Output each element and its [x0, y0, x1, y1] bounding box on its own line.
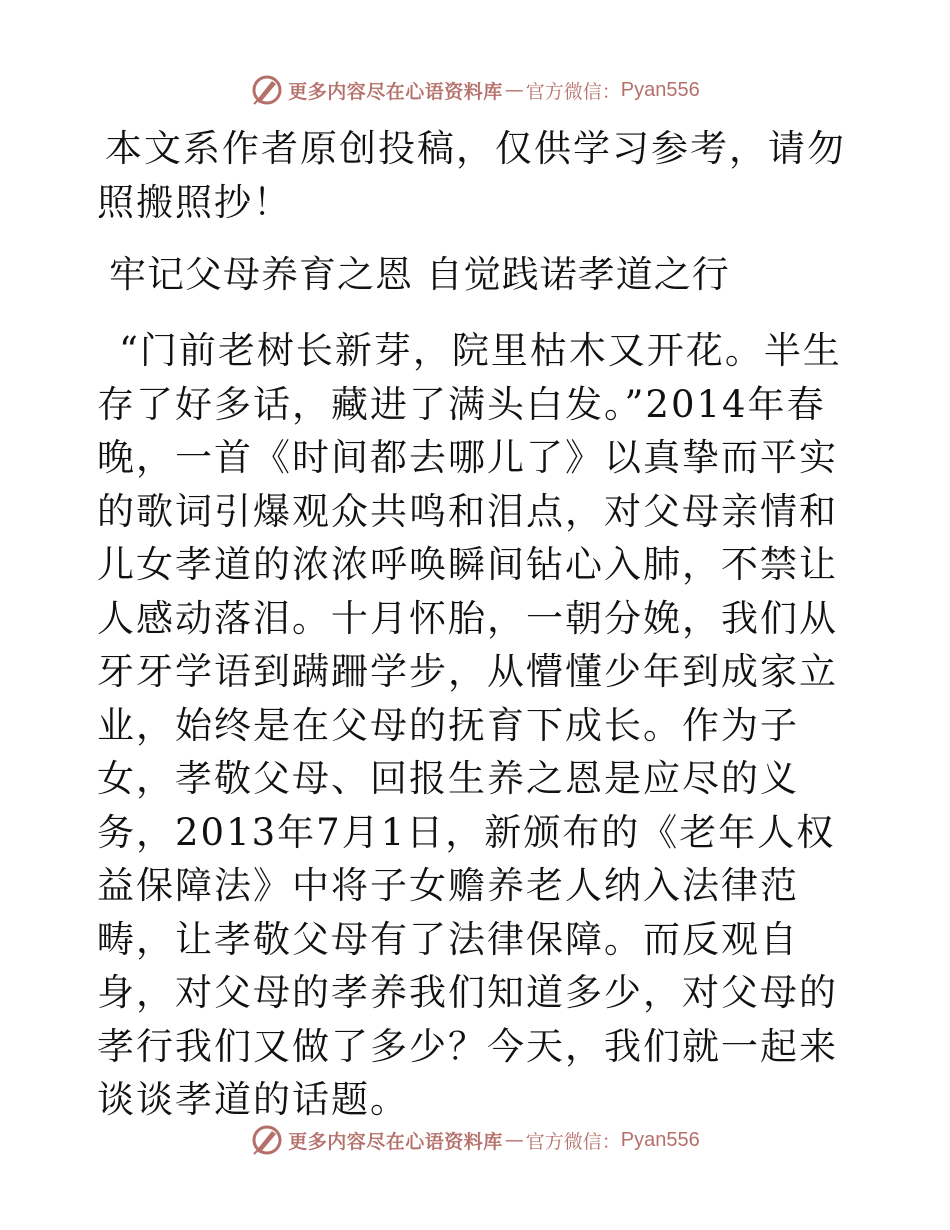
- quill-pen-logo-icon: [250, 1123, 284, 1157]
- document-title: 牢记父母养育之恩 自觉践诺孝道之行: [109, 253, 730, 296]
- banner-wechat-id: Pyan556: [620, 78, 700, 101]
- banner-site-text: 更多内容尽在心语资料库: [288, 1130, 503, 1153]
- banner-site-text: 更多内容尽在心语资料库: [288, 80, 503, 103]
- banner-wechat-label: 官方微信：: [525, 80, 621, 103]
- header-banner: [0, 70, 950, 110]
- body-paragraph: “门前老树长新芽，院里枯木又开花。半生存了好多话，藏进了满头白发。”2014年春晚，一首《时间都去哪儿了》以真挚而平实的歌词引爆观众共鸣和泪点，对父母亲情和儿女孝道的浓浓呼唤瞬间钻心入肺，不禁让人感动落泪。十月怀胎，一朝分娩，我们从牙牙学语到蹒跚学步，从懵懂少年到成家立业，始终是在父母的抚育下成长。作为子女，孝敬父母、回报生养之恩是应尽的义务，2013年7月1日，新颁布的《老年人权益保障法》中将子女赡养老人纳入法律范畴，让孝敬父母有了法律保障。而反观自身，对父母的孝养我们知道多少，对父母的孝行我们又做了多少？今天，我们就一起来谈谈孝道的话题。: [97, 329, 842, 1121]
- footer-banner: [0, 1120, 950, 1160]
- copyright-notice: 本文系作者原创投稿，仅供学习参考，请勿照搬照抄！: [97, 127, 846, 224]
- banner-separator: —: [504, 79, 524, 101]
- quill-pen-logo-icon: [250, 73, 284, 107]
- banner-wechat-id: Pyan556: [620, 1128, 700, 1151]
- banner-separator: —: [504, 1129, 524, 1151]
- banner-wechat-label: 官方微信：: [525, 1130, 621, 1153]
- document-body: [97, 120, 857, 1127]
